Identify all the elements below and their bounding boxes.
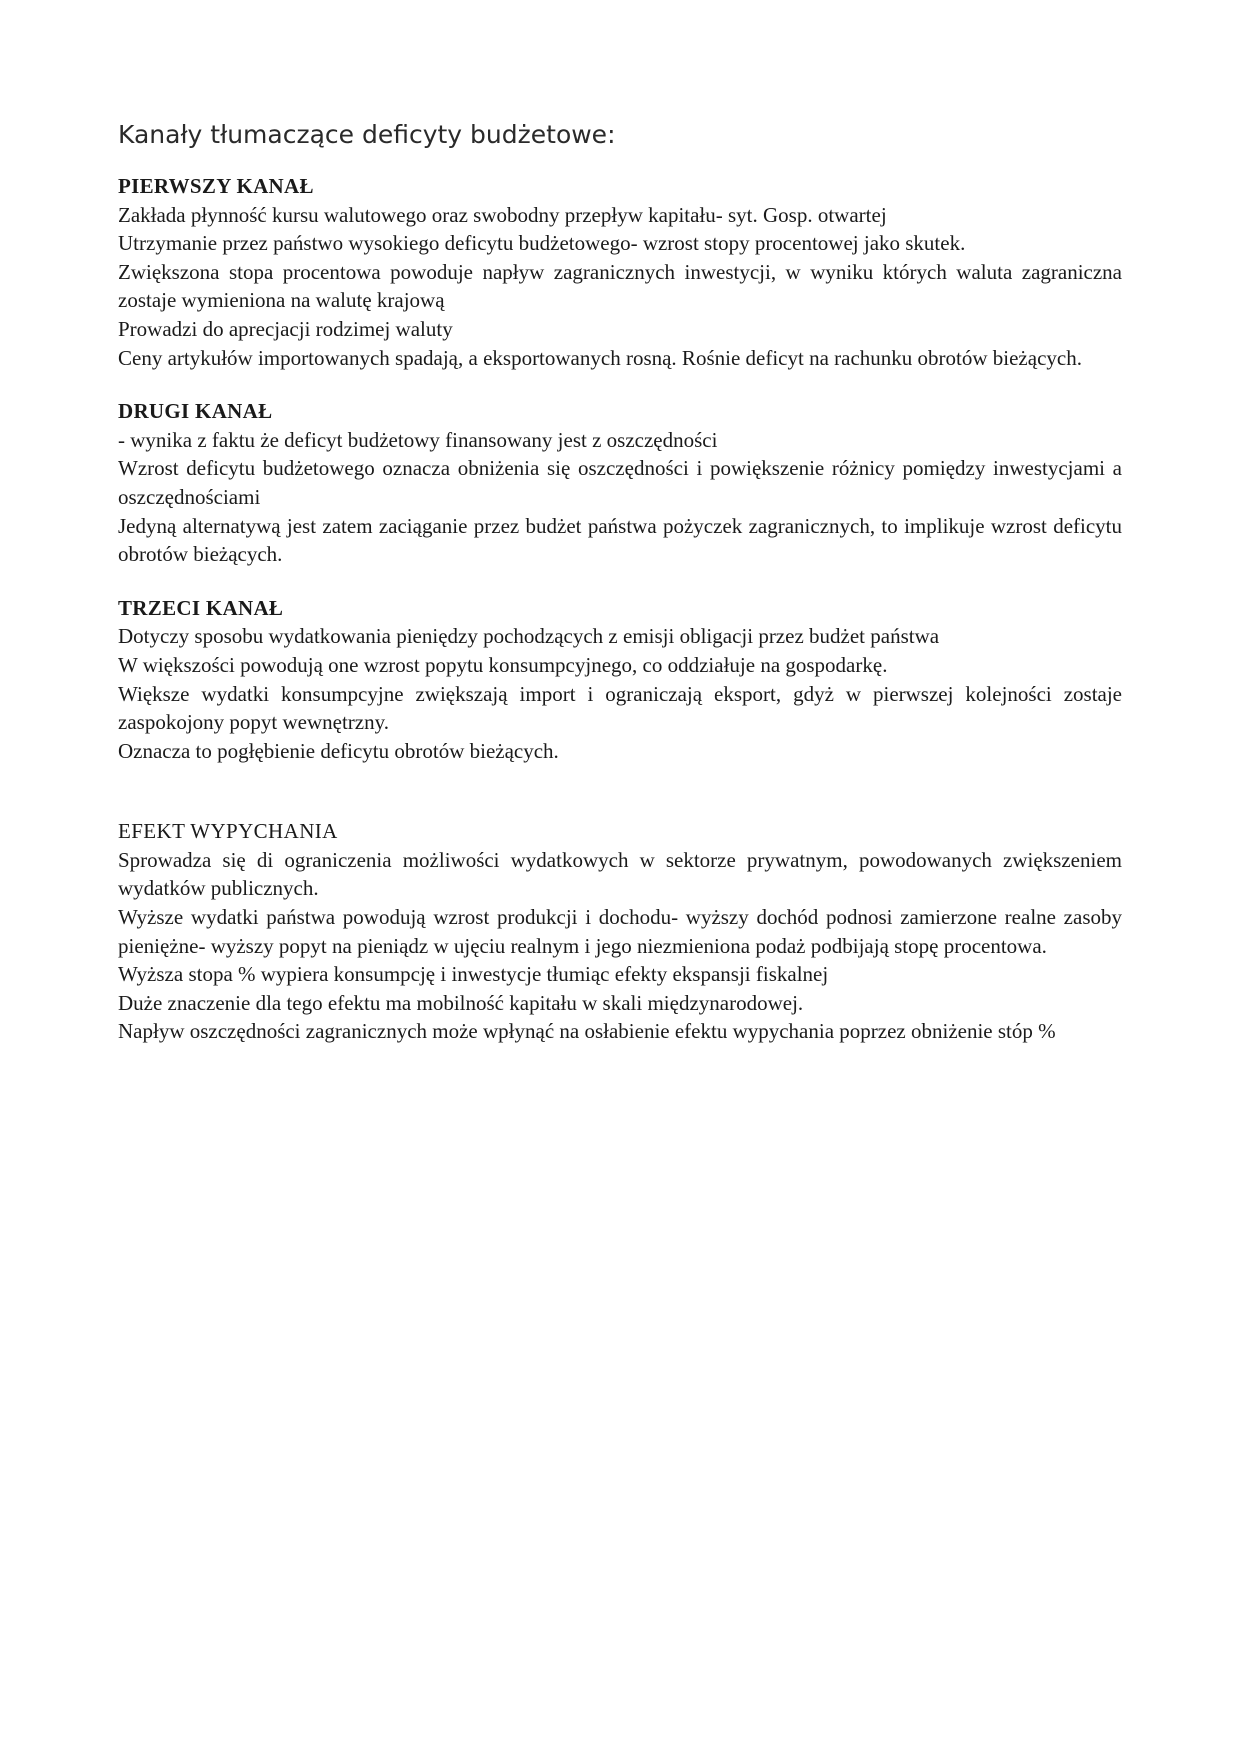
paragraph: Oznacza to pogłębienie deficytu obrotów bieżących. [118, 738, 559, 763]
paragraph: Sprowadza się di ograniczenia możliwości wydatkowych w sektorze prywatnym, powodowanych zwiększeniem wydatków publicznych. [118, 847, 1122, 901]
paragraph: Zwiększona stopa procentowa powoduje napływ zagranicznych inwestycji, w wyniku których waluta zagraniczna zostaje wymieniona na walutę krajową [118, 259, 1122, 313]
paragraph: Wzrost deficytu budżetowego oznacza obniżenia się oszczędności i powiększenie różnicy pomiędzy inwestycjami a oszczędnościami [118, 456, 1122, 509]
paragraph: Wyższe wydatki państwa powodują wzrost produkcji i dochodu- wyższy dochód podnosi zamierzone realne zasoby pieniężne- wyższy popyt na pieniądz w ujęciu realnym i jego niezmieniona podaż podbijają stopę procentowa. [118, 905, 1122, 958]
document-page [118, 118, 1122, 1071]
section-heading: TRZECI KANAŁ [118, 595, 284, 620]
paragraph: Wyższa stopa % wypiera konsumpcję i inwestycje tłumiąc efekty ekspansji fiskalnej [118, 962, 829, 987]
section-trzeci-kanal [118, 594, 1122, 766]
section-drugi-kanal [118, 397, 1122, 569]
paragraph: Prowadzi do aprecjacji rodzimej waluty [118, 316, 453, 341]
paragraph: Jedyną alternatywą jest zatem zaciąganie przez budżet państwa pożyczek zagranicznych, to implikuje wzrost deficytu obrotów bieżących. [118, 513, 1122, 567]
document-title: Kanały tłumaczące deficyty budżetowe: [118, 120, 616, 149]
paragraph: Duże znaczenie dla tego efektu ma mobilność kapitału w skali międzynarodowej. [118, 990, 804, 1015]
section-heading: EFEKT WYPYCHANIA [118, 819, 338, 844]
paragraph: - wynika z faktu że deficyt budżetowy finansowany jest z oszczędności [118, 427, 718, 452]
section-heading: PIERWSZY KANAŁ [118, 174, 314, 198]
paragraph: Ceny artykułów importowanych spadają, a eksportowanych rosną. Rośnie deficyt na rachunku obrotów bieżących. [118, 345, 1082, 370]
section-efekt-wypychania [118, 817, 1122, 1046]
paragraph: Zakłada płynność kursu walutowego oraz swobodny przepływ kapitału- syt. Gosp. otwartej [118, 202, 887, 227]
paragraph: Napływ oszczędności zagranicznych może wpłynąć na osłabienie efektu wypychania poprzez obniżenie stóp % [118, 1019, 1056, 1044]
section-heading: DRUGI KANAŁ [118, 399, 273, 424]
paragraph: Dotyczy sposobu wydatkowania pieniędzy pochodzących z emisji obligacji przez budżet państwa [118, 624, 940, 649]
paragraph: Większe wydatki konsumpcyjne zwiększają import i ograniczają eksport, gdyż w pierwszej kolejności zostaje zaspokojony popyt wewnętrzny. [118, 681, 1122, 735]
paragraph: Utrzymanie przez państwo wysokiego deficytu budżetowego- wzrost stopy procentowej jako skutek. [118, 231, 966, 256]
paragraph: W większości powodują one wzrost popytu konsumpcyjnego, co oddziałuje na gospodarkę. [118, 652, 888, 677]
section-pierwszy-kanal [118, 172, 1122, 372]
